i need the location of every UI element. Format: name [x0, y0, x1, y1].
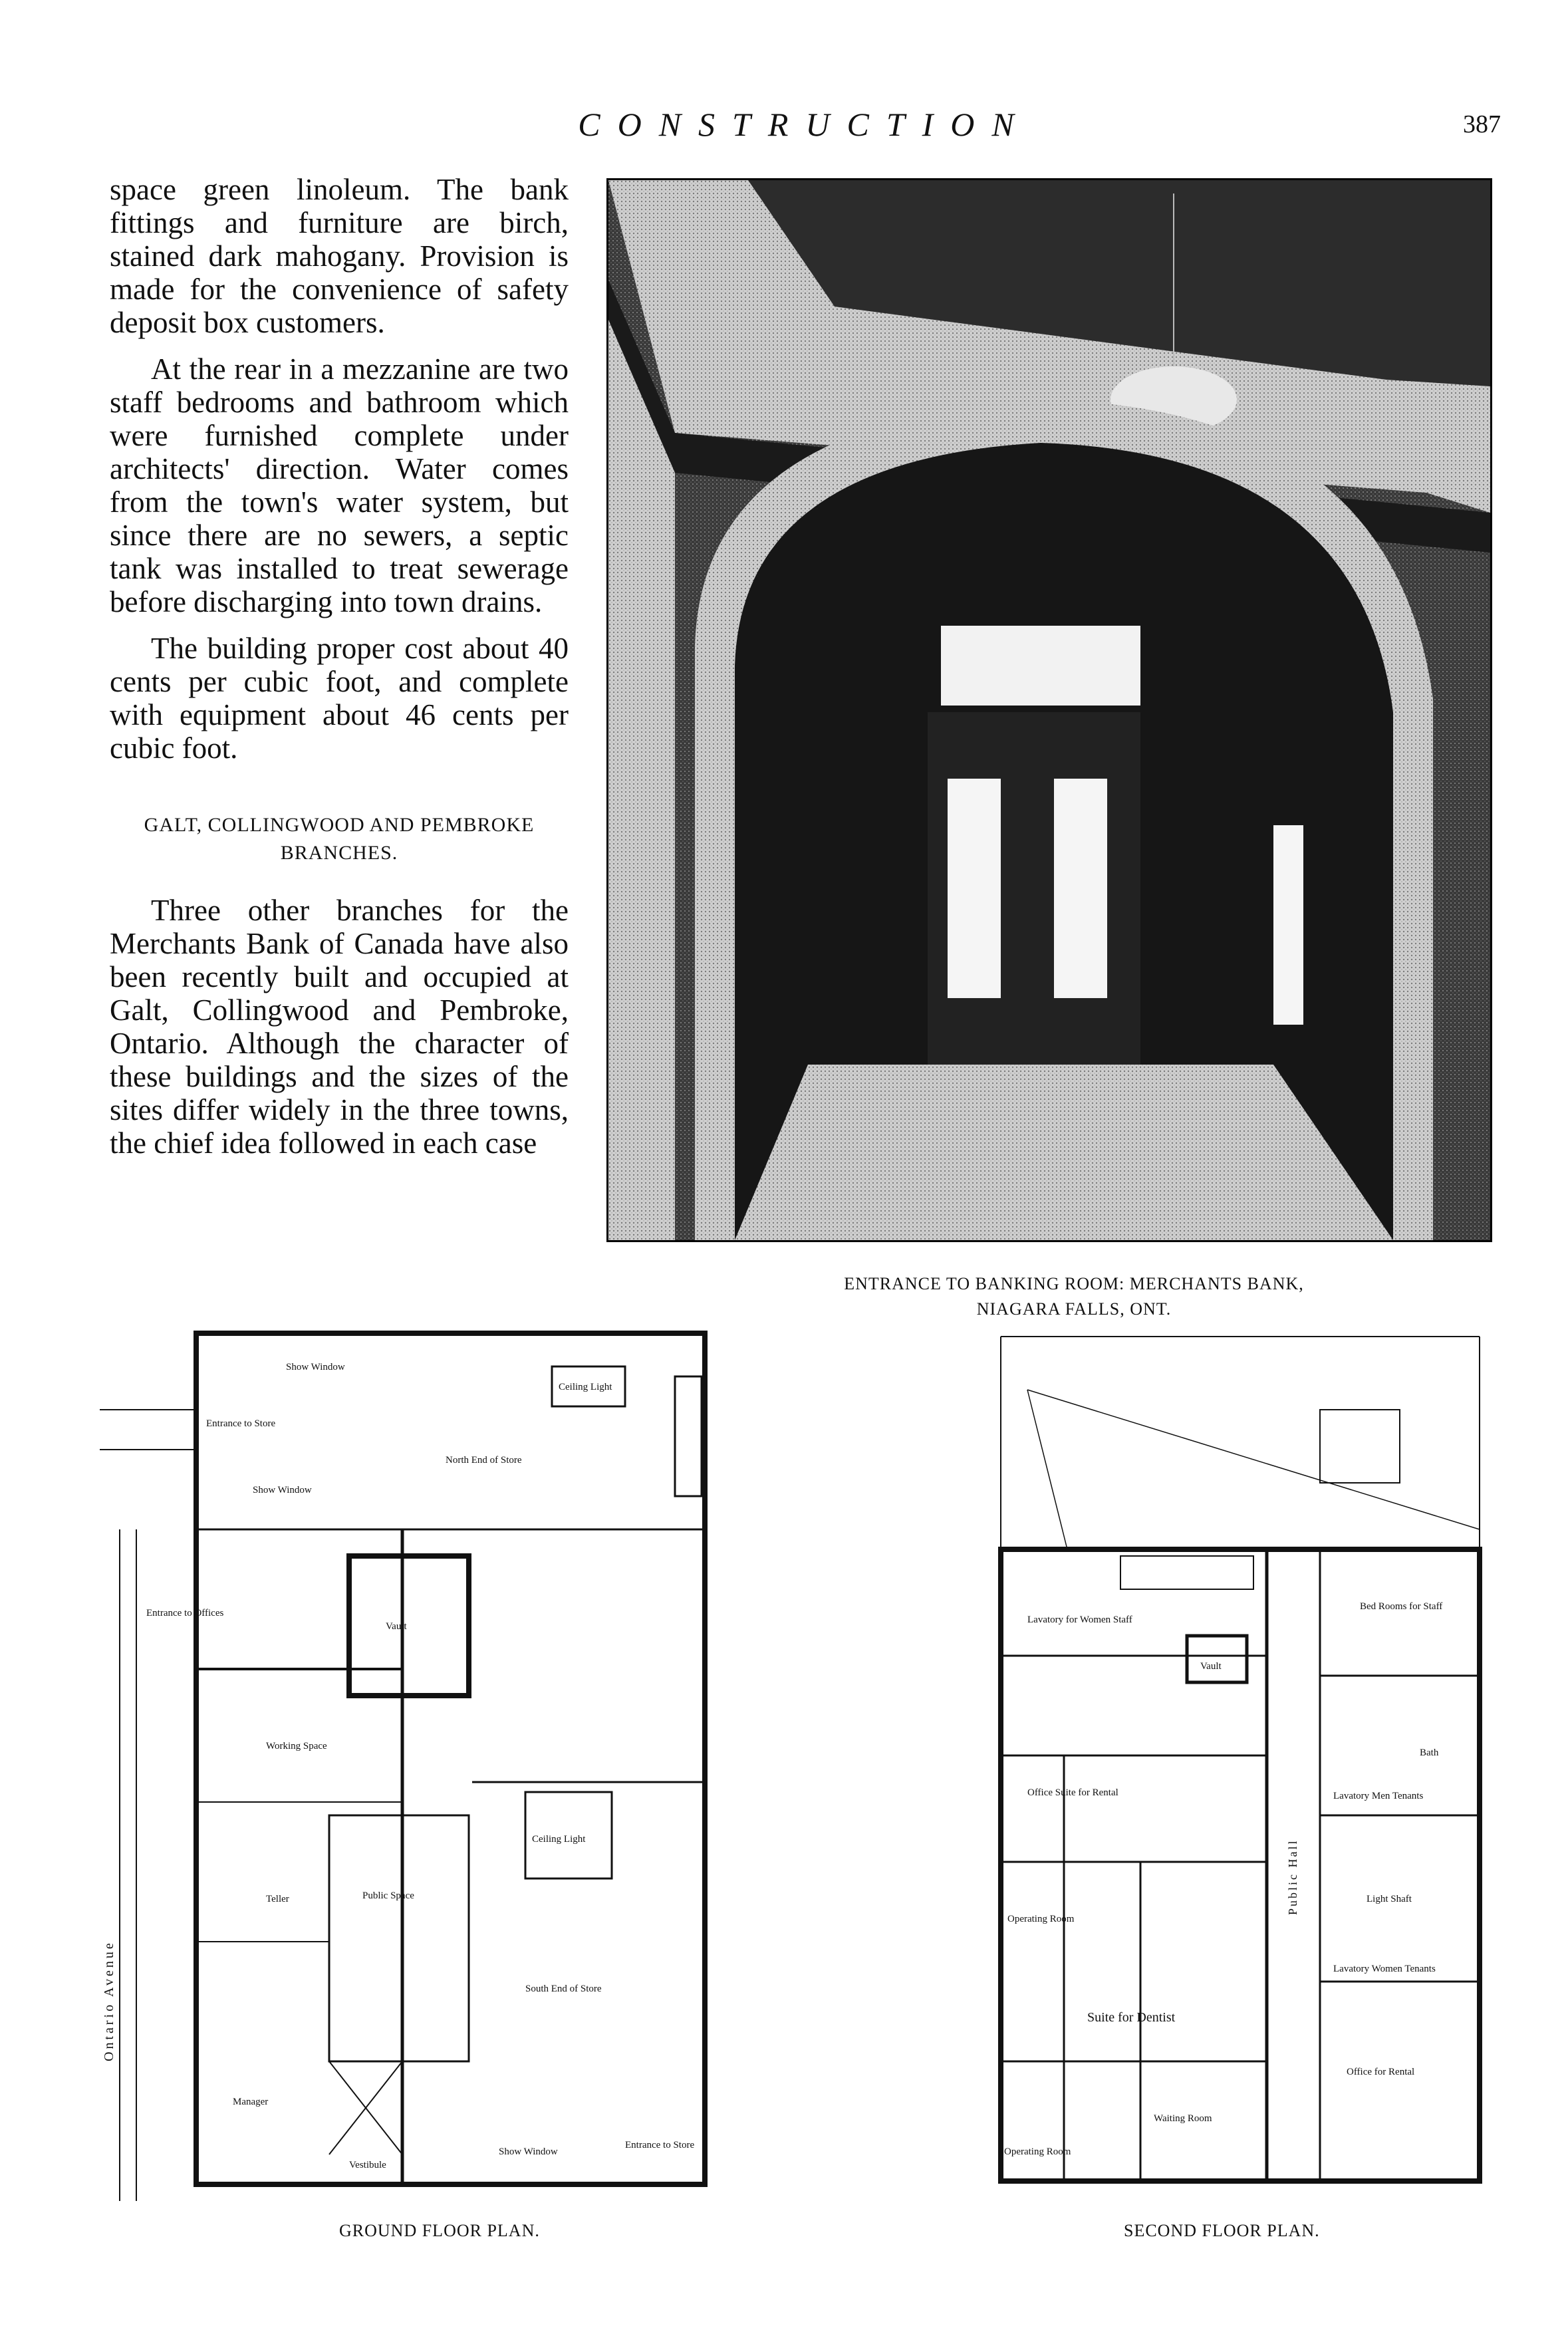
body-text-column	[110, 173, 569, 1173]
label-public-hall: Public Hall	[1286, 1839, 1299, 1915]
second-floor-plan-drawing	[987, 1330, 1486, 2208]
label-ceiling-light-mid: Ceiling Light	[532, 1834, 586, 1845]
section-heading	[110, 811, 569, 867]
label-office-suite: Office Suite for Rental	[1027, 1787, 1118, 1798]
banking-room-photo	[606, 178, 1492, 1242]
photo-caption-line2: NIAGARA FALLS, ONT.	[976, 1299, 1172, 1319]
label-north-end: North End of Store	[446, 1455, 522, 1466]
label-working-space: Working Space	[266, 1741, 327, 1751]
second-floor-caption: SECOND FLOOR PLAN.	[1124, 2221, 1320, 2240]
ground-floor-plan-drawing	[100, 1277, 725, 2201]
label-vault-second: Vault	[1200, 1661, 1222, 1672]
page-header-title: CONSTRUCTION	[578, 106, 1031, 143]
label-public-space: Public Space	[362, 1890, 414, 1901]
label-waiting-room: Waiting Room	[1154, 2113, 1212, 2124]
section-heading-line2: BRANCHES.	[280, 842, 398, 864]
label-south-end: South End of Store	[525, 1984, 602, 1994]
ground-floor-plan	[100, 1277, 725, 2201]
label-suite-dentist: Suite for Dentist	[1087, 2010, 1176, 2025]
label-teller: Teller	[266, 1894, 289, 1904]
label-vestibule: Vestibule	[349, 2160, 386, 2170]
label-entrance-store: Entrance to Store	[206, 1418, 276, 1429]
label-show-window-mid: Show Window	[253, 1485, 312, 1495]
label-ontario-avenue: Ontario Avenue	[102, 1940, 116, 2061]
label-vault: Vault	[386, 1621, 407, 1632]
label-operating-room-2: Operating Room	[1004, 2146, 1071, 2157]
page-number: 387	[1463, 110, 1501, 138]
label-light-shaft: Light Shaft	[1367, 1894, 1412, 1904]
ground-floor-caption: GROUND FLOOR PLAN.	[339, 2221, 540, 2240]
label-bath: Bath	[1420, 1747, 1439, 1758]
paragraph-3: The building proper cost about 40 cents per cubic foot, and complete with equipment about 46 cents per cubic foot.	[110, 632, 569, 765]
label-entrance-store-bottom: Entrance to Store	[625, 2140, 695, 2150]
label-entrance-offices: Entrance to Offices	[146, 1608, 224, 1618]
label-manager: Manager	[233, 2097, 269, 2107]
paragraph-2: At the rear in a mezzanine are two staff bedrooms and bathroom which were furnished complete under architects' direction. Water comes from the town's water system, but since there are no sewers, a septic tank was installed to treat sewerage before discharging into town drains.	[110, 352, 569, 618]
label-ceiling-light-top: Ceiling Light	[559, 1382, 612, 1392]
photo-illustration	[608, 180, 1490, 1240]
photo-caption	[808, 1271, 1340, 1322]
paragraph-1: space green linoleum. The bank fittings and furniture are birch, stained dark mahogany. Provision is made for the convenience of safety deposit box customers.	[110, 173, 569, 339]
label-lavatory-women: Lavatory for Women Staff	[1027, 1615, 1132, 1625]
photo-caption-line1: ENTRANCE TO BANKING ROOM: MERCHANTS BANK,	[844, 1274, 1304, 1293]
second-floor-plan	[987, 1330, 1486, 2208]
label-show-window-bottom: Show Window	[499, 2146, 558, 2157]
label-office-rental: Office for Rental	[1347, 2067, 1415, 2077]
label-lavatory-women-tenants: Lavatory Women Tenants	[1333, 1964, 1436, 1974]
label-lavatory-men: Lavatory Men Tenants	[1333, 1791, 1424, 1801]
label-operating-room-1: Operating Room	[1007, 1914, 1075, 1924]
label-bed-rooms: Bed Rooms for Staff	[1360, 1601, 1443, 1612]
paragraph-4: Three other branches for the Merchants Bank of Canada have also been recently built and occupied at Galt, Collingwood and Pembroke, Ontario. Although the character of these buildings and the sizes of the sites differ widely in the three towns, the chief idea followed in each case	[110, 894, 569, 1160]
section-heading-line1: GALT, COLLINGWOOD AND PEMBROKE	[144, 814, 535, 836]
label-show-window-top: Show Window	[286, 1362, 345, 1372]
